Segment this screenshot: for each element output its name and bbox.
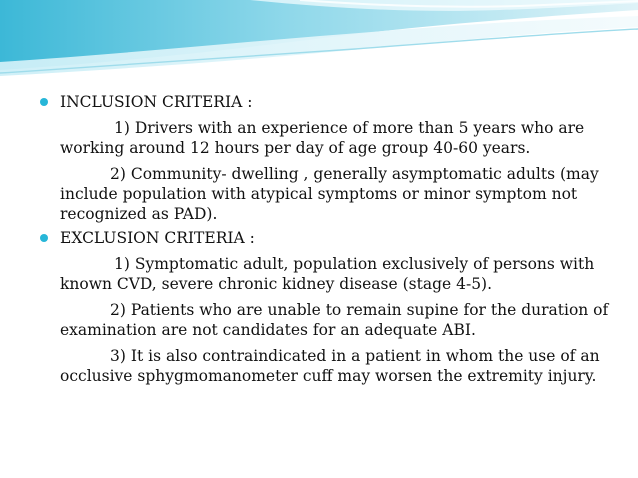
inclusion-item-1 [60, 118, 610, 158]
exclusion-heading-text: EXCLUSION CRITERIA : [60, 229, 255, 247]
bullet-dot-icon [40, 98, 48, 106]
inclusion-item-2 [60, 164, 610, 224]
exclusion-heading [40, 228, 610, 248]
inclusion-item-1-text: 1) Drivers with an experience of more than 5 years who are working around 12 hours per day of age group 40-60 years. [60, 119, 585, 157]
exclusion-item-2 [60, 300, 610, 340]
exclusion-item-2-text: 2) Patients who are unable to remain supine for the duration of examination are not candidates for an adequate ABI. [60, 301, 609, 339]
exclusion-item-1-text: 1) Symptomatic adult, population exclusively of persons with known CVD, severe chronic kidney disease (stage 4-5). [60, 255, 595, 293]
exclusion-item-3 [60, 346, 610, 386]
inclusion-heading [40, 92, 610, 112]
inclusion-heading-text: INCLUSION CRITERIA : [60, 93, 253, 111]
slide-content [40, 92, 610, 390]
bullet-dot-icon [40, 234, 48, 242]
exclusion-item-3-text: 3) It is also contraindicated in a patient in whom the use of an occlusive sphygmomanometer cuff may worsen the extremity injury. [60, 347, 600, 385]
inclusion-item-2-text: 2) Community- dwelling , generally asymptomatic adults (may include population with atypical symptoms or minor symptom not recognized as PAD). [60, 165, 599, 223]
exclusion-item-1 [60, 254, 610, 294]
header-wave-decoration [0, 0, 638, 80]
